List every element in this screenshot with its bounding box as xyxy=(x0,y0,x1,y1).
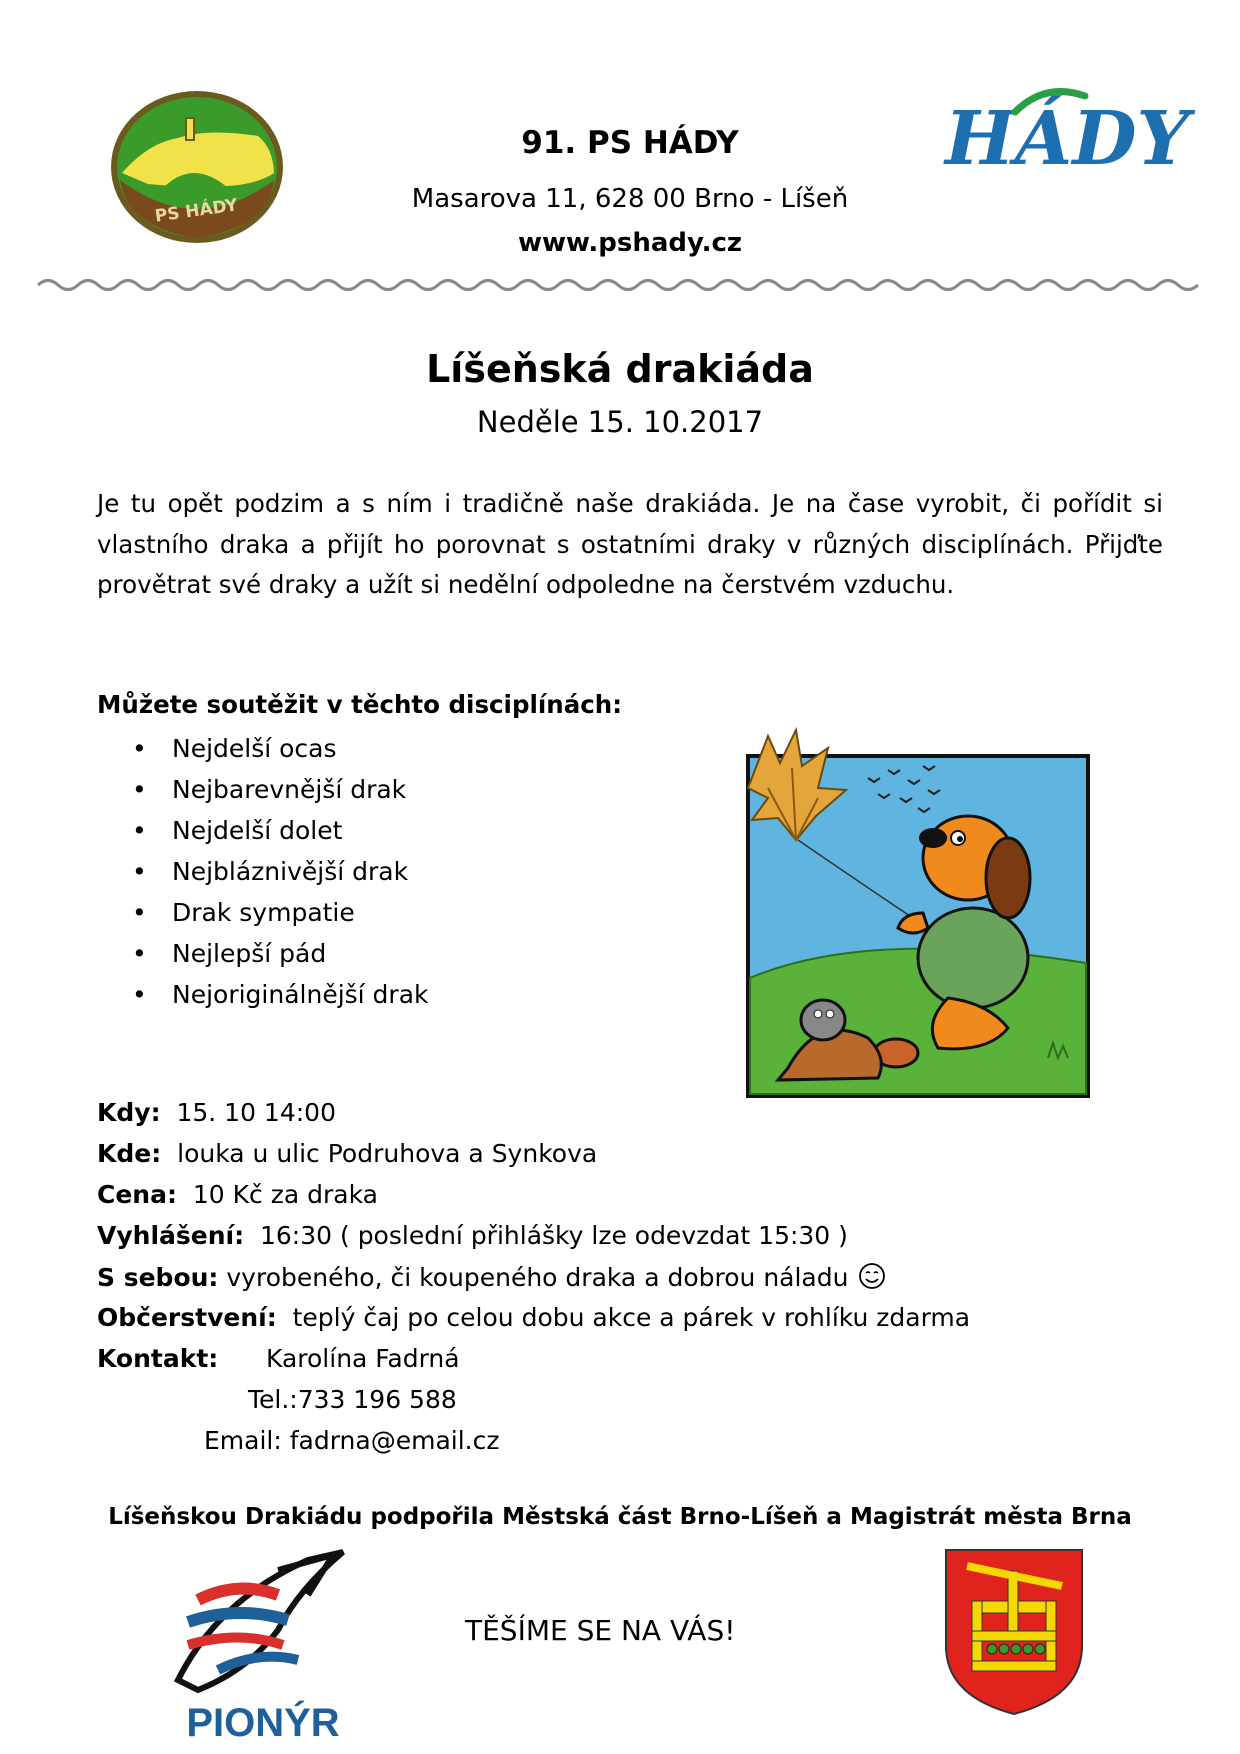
club-website[interactable]: www.pshady.cz xyxy=(517,228,742,258)
info-refreshments xyxy=(97,1303,970,1332)
list-item: • Nejoriginálnější drak xyxy=(128,974,429,1015)
smiley-icon xyxy=(858,1262,886,1290)
closing-text: TĚŠÍME SE NA VÁS! xyxy=(465,1614,736,1647)
support-text: Líšeňskou Drakiádu podpořila Městská část Brno-Líšeň a Magistrát města Brna xyxy=(108,1504,1132,1530)
info-announcement-value: 16:30 ( poslední přihlášky lze odevzdat 15:30 ) xyxy=(260,1221,848,1250)
info-price-label: Cena: xyxy=(97,1180,177,1209)
info-bring xyxy=(97,1262,886,1292)
event-date: Neděle 15. 10.2017 xyxy=(476,405,764,439)
info-price-value: 10 Kč za draka xyxy=(192,1180,378,1209)
info-contact-label: Kontakt: xyxy=(97,1344,219,1373)
pionyr-logo xyxy=(158,1540,368,1745)
info-contact-name: Karolína Fadrná xyxy=(266,1344,460,1373)
list-item: • Drak sympatie xyxy=(128,892,429,933)
club-address: Masarova 11, 628 00 Brno - Líšeň xyxy=(411,184,849,214)
contact-email[interactable]: Email: fadrna@email.cz xyxy=(204,1426,500,1455)
info-when-value: 15. 10 14:00 xyxy=(176,1098,336,1127)
disciplines-heading: Můžete soutěžit v těchto disciplínách: xyxy=(97,690,623,719)
info-announcement xyxy=(97,1221,848,1250)
list-item: • Nejlepší pád xyxy=(128,933,429,974)
hady-logo xyxy=(945,82,1190,192)
club-logo-text: PS HÁDY xyxy=(153,195,239,227)
info-bring-value: vyrobeného, či koupeného draka a dobrou náladu xyxy=(226,1263,849,1292)
coat-of-arms xyxy=(942,1546,1086,1718)
info-bring-label: S sebou: xyxy=(97,1263,219,1292)
list-item: • Nejdelší dolet xyxy=(128,810,429,851)
info-announcement-label: Vyhlášení: xyxy=(97,1221,245,1250)
info-where-label: Kde: xyxy=(97,1139,162,1168)
intro-paragraph: Je tu opět podzim a s ním i tradičně naše drakiáda. Je na čase vyrobit, či pořídit si vlastního draka a přijít ho porovnat s ostatními draky v různých disciplínách. Přijďte provětrat své draky a užít si nedělní odpoledne na čerstvém vzduchu. xyxy=(97,489,1163,599)
hady-logo-text: HÁDY xyxy=(945,96,1190,182)
kite-dog-illustration xyxy=(718,728,1093,1100)
pionyr-logo-text: PIONÝR xyxy=(186,1701,340,1745)
info-contact xyxy=(97,1344,460,1373)
contact-phone: Tel.:733 196 588 xyxy=(248,1385,457,1414)
info-refreshments-label: Občerstvení: xyxy=(97,1303,277,1332)
club-logo xyxy=(108,88,286,246)
club-name: 91. PS HÁDY xyxy=(521,125,739,161)
info-where-value: louka u ulic Podruhova a Synkova xyxy=(177,1139,598,1168)
list-item: • Nejdelší ocas xyxy=(128,728,429,769)
disciplines-list xyxy=(128,728,429,1015)
info-when xyxy=(97,1098,336,1127)
info-where xyxy=(97,1139,597,1168)
list-item: • Nejbarevnější drak xyxy=(128,769,429,810)
info-price xyxy=(97,1180,378,1209)
list-item: • Nejbláznivější drak xyxy=(128,851,429,892)
header-divider xyxy=(38,276,1198,294)
info-when-label: Kdy: xyxy=(97,1098,161,1127)
event-title: Líšeňská drakiáda xyxy=(426,347,814,391)
info-refreshments-value: teplý čaj po celou dobu akce a párek v rohlíku zdarma xyxy=(292,1303,971,1332)
